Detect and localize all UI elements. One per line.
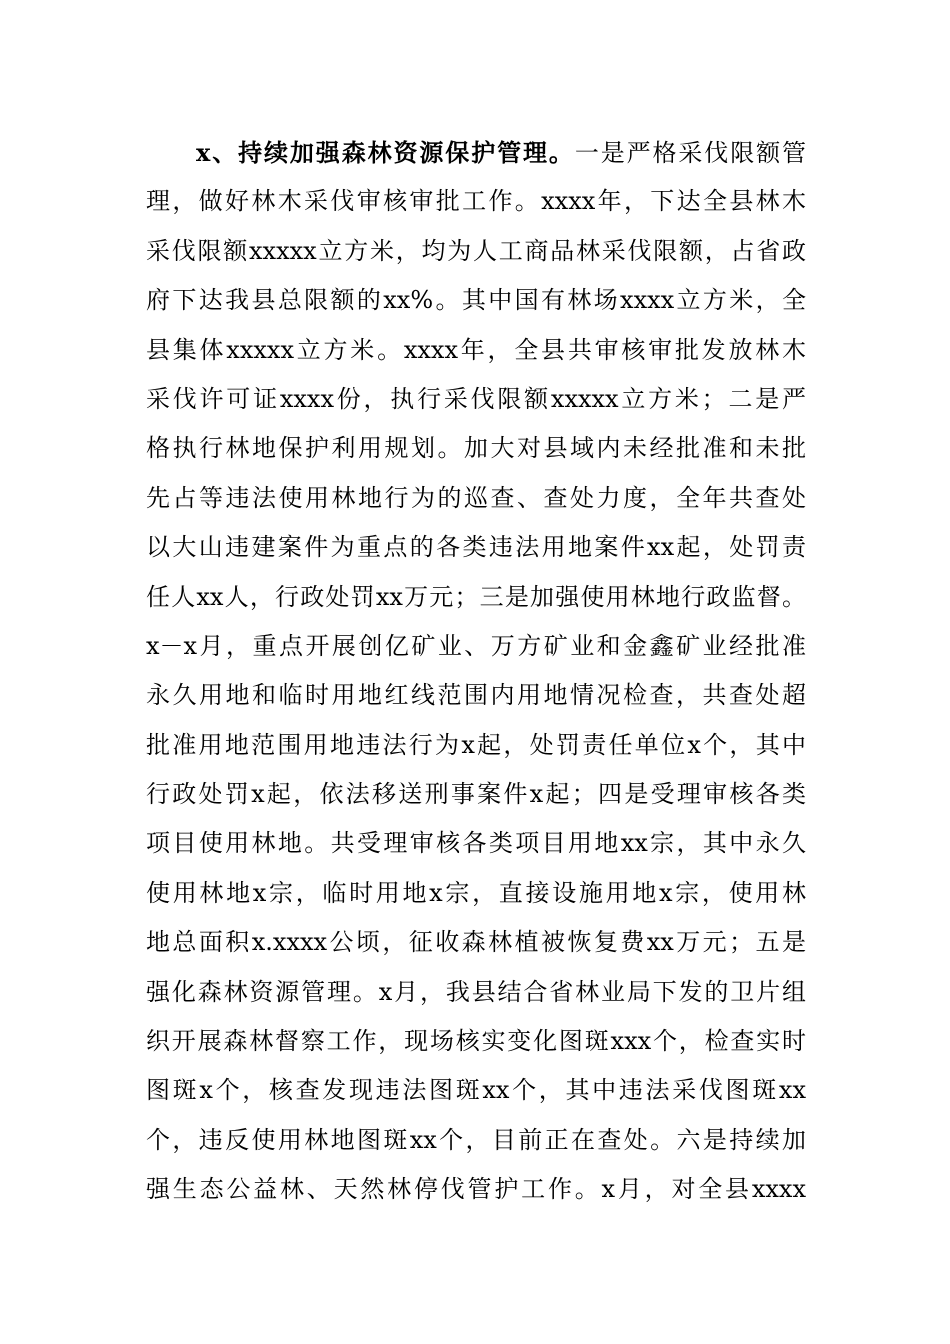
paragraph-line: 批准用地范围用地违法行为x起，处罚责任单位x个，其中 — [146, 730, 806, 759]
paragraph-line: 地总面积x.xxxx公顷，征收森林植被恢复费xx万元；五是 — [146, 928, 806, 957]
paragraph-line: 采伐限额xxxxx立方米，均为人工商品林采伐限额，占省政 — [146, 236, 806, 265]
paragraph-line: 强生态公益林、天然林停伐管护工作。x月，对全县xxxx — [146, 1175, 806, 1204]
paragraph-line: 以大山违建案件为重点的各类违法用地案件xx起，处罚责 — [146, 533, 806, 562]
section-heading: x、持续加强森林资源保护管理。 — [196, 138, 575, 167]
paragraph-line: 永久用地和临时用地红线范围内用地情况检查，共查处超 — [146, 681, 806, 710]
paragraph-line: 采伐许可证xxxx份，执行采伐限额xxxxx立方米；二是严 — [146, 384, 806, 413]
paragraph-line: 任人xx人，行政处罚xx万元；三是加强使用林地行政监督。 — [146, 582, 806, 611]
paragraph-line: 个，违反使用林地图斑xx个，目前正在查处。六是持续加 — [146, 1125, 806, 1154]
line-text: 一是严格采伐限额管 — [574, 139, 807, 167]
paragraph-line: 理，做好林木采伐审核审批工作。xxxx年，下达全县林木 — [146, 187, 806, 216]
paragraph-line: 图斑x个，核查发现违法图斑xx个，其中违法采伐图斑xx — [146, 1076, 806, 1105]
paragraph-line: 强化森林资源管理。x月，我县结合省林业局下发的卫片组 — [146, 977, 806, 1006]
paragraph-line: 先占等违法使用林地行为的巡查、查处力度，全年共查处 — [146, 483, 806, 512]
body-paragraph — [146, 128, 806, 1215]
paragraph-line: 格执行林地保护利用规划。加大对县域内未经批准和未批 — [146, 434, 806, 463]
paragraph-line: 县集体xxxxx立方米。xxxx年，全县共审核审批发放林木 — [146, 335, 806, 364]
paragraph-line: x－x月，重点开展创亿矿业、万方矿业和金鑫矿业经批准 — [146, 631, 806, 660]
paragraph-line: 府下达我县总限额的xx%。其中国有林场xxxx立方米，全 — [146, 286, 806, 315]
paragraph-line: 织开展森林督察工作，现场核实变化图斑xxx个，检查实时 — [146, 1027, 806, 1056]
paragraph-line: 使用林地x宗，临时用地x宗，直接设施用地x宗，使用林 — [146, 878, 806, 907]
paragraph-line: 项目使用林地。共受理审核各类项目用地xx宗，其中永久 — [146, 829, 806, 858]
paragraph-first-line — [146, 128, 806, 177]
paragraph-line: 行政处罚x起，依法移送刑事案件x起；四是受理审核各类 — [146, 780, 806, 809]
